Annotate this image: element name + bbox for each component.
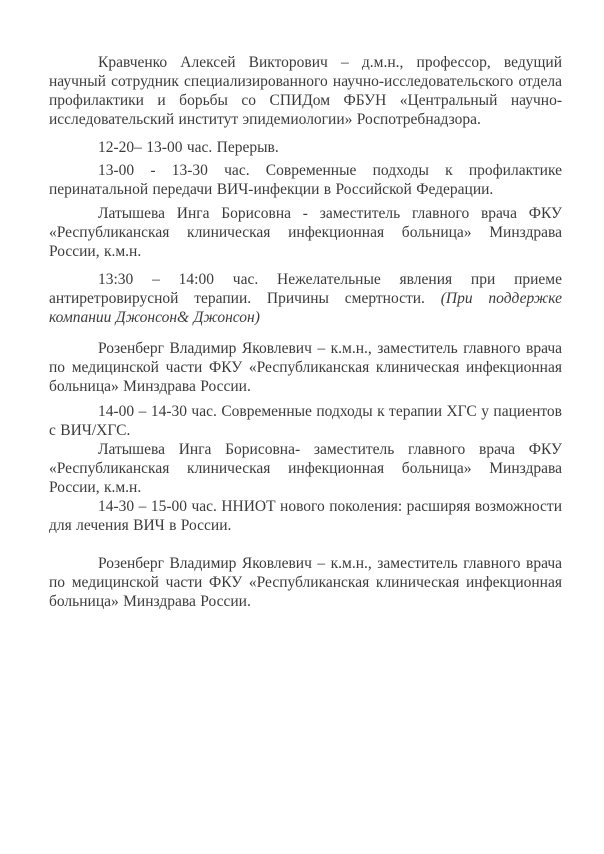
- paragraph-speaker-latysheva-1: Латышева Инга Борисовна - заместитель главного врача ФКУ «Республиканская клиническая инфекционная больница» Минздрава России, к.м.н.: [49, 205, 562, 260]
- paragraph-speaker-rozenberg-2: Розенберг Владимир Яковлевич – к.м.н., заместитель главного врача по медицинской части ФКУ «Республиканская клиническая инфекционная больница» Минздрава России.: [49, 555, 562, 610]
- paragraph-speaker-latysheva-2: Латышева Инга Борисовна- заместитель главного врача ФКУ «Республиканская клиническая инфекционная больница» Минздрава России, к.м.н.: [49, 441, 562, 496]
- paragraph-session-1300: 13-00 - 13-30 час. Современные подходы к профилактике перинатальной передачи ВИЧ-инфекции в Российской Федерации.: [49, 162, 562, 198]
- paragraph-break-1220: 12-20– 13-00 час. Перерыв.: [98, 139, 279, 156]
- paragraph-session-1330: [49, 270, 562, 327]
- paragraph-session-1430: 14-30 – 15-00 час. ННИОТ нового поколения: расширяя возможности для лечения ВИЧ в России.: [49, 498, 562, 534]
- session-1330-sponsor-note: (При поддержке компании Джонсон& Джонсон): [49, 290, 562, 326]
- session-1330-text: 13:30 – 14:00 час. Нежелательные явления при приеме антиретровирусной терапии. Причины смертности.: [49, 271, 562, 307]
- paragraph-speaker-kravchenko: Кравченко Алексей Викторович – д.м.н., профессор, ведущий научный сотрудник специализированного научно-исследовательского отдела профилактики и борьбы со СПИДом ФБУН «Центральный научно-исследовательский институт эпидемиологии» Роспотребнадзора.: [49, 54, 562, 128]
- paragraph-speaker-rozenberg-1: Розенберг Владимир Яковлевич – к.м.н., заместитель главного врача по медицинской части ФКУ «Республиканская клиническая инфекционная больница» Минздрава России.: [49, 340, 562, 395]
- paragraph-session-1400: 14-00 – 14-30 час. Современные подходы к терапии ХГС у пациентов с ВИЧ/ХГС.: [49, 403, 562, 439]
